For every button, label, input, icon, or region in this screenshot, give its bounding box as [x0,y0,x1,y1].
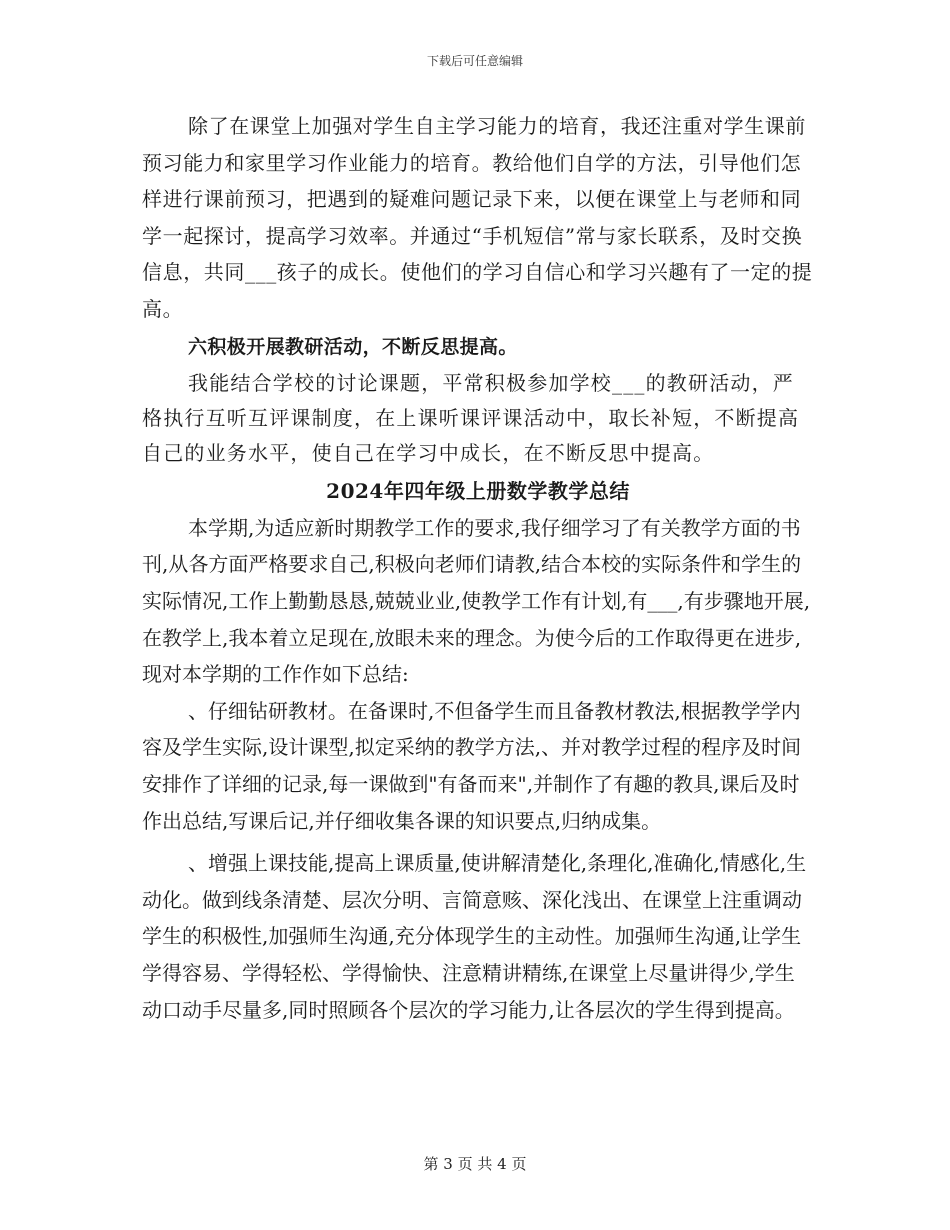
paragraph-study-materials: 、仔细钻研教材。在备课时,不但备学生而且备教材教法,根据教学学内容及学生实际,设计课型,拟定采纳的教学方法,、并对教学过程的程序及时间安排作了详细的记录,每一课做到"有备而来",并制作了有趣的教具,课后及时作出总结,写课后记,并仔细收集各课的知识要点,归纳成集。 [142,698,802,833]
paragraph-intro: 本学期,为适应新时期教学工作的要求,我仔细学习了有关教学方面的书刊,从各方面严格要求自己,积极向老师们请教,结合本校的实际条件和学生的实际情况,工作上勤勤恳恳,兢兢业业,使教学工作有计划,有___,有步骤地开展,在教学上,我本着立足现在,放眼未来的理念。为使今后的工作取得更在进步,现对本学期的工作作如下总结: [142,515,811,687]
page-header-note: 下载后可任意编辑 [426,54,523,68]
page-number: 第 3 页 共 4 页 [423,1155,527,1173]
document-title: 2024年四年级上册数学教学总结 [326,478,630,503]
document-body [142,108,814,1028]
section-heading-research: 六积极开展教研活动，不断反思提高。 [188,335,518,358]
paragraph-teaching-skills: 、增强上课技能,提高上课质量,使讲解清楚化,条理化,准确化,情感化,生动化。做到线条清楚、层次分明、言简意赅、深化浅出、在课堂上注重调动学生的积极性,加强师生沟通,充分体现学生的主动性。加强师生沟通,让学生学得容易、学得轻松、学得愉快、注意精讲精练,在课堂上尽量讲得少,学生动口动手尽量多,同时照顾各个层次的学习能力,让各层次的学生得到提高。 [142,851,807,1022]
summary-section [142,510,814,1028]
paragraph-research: 我能结合学校的讨论课题，平常积极参加学校___的教研活动，严格执行互听互评课制度，在上课听课评课活动中，取长补短，不断提高自己的业务水平，使自己在学习中成长，在不断反思中提高。 [142,370,800,466]
paragraph-self-study: 除了在课堂上加强对学生自主学习能力的培育，我还注重对学生课前预习能力和家里学习作业能力的培育。教给他们自学的方法，引导他们怎样进行课前预习，把遇到的疑难问题记录下来，以便在课堂上与老师和同学一起探讨，提高学习效率。并通过“手机短信”常与家长联系，及时交换信息，共同___孩子的成长。使他们的学习自信心和学习兴趣有了一定的提高。 [142,114,813,321]
